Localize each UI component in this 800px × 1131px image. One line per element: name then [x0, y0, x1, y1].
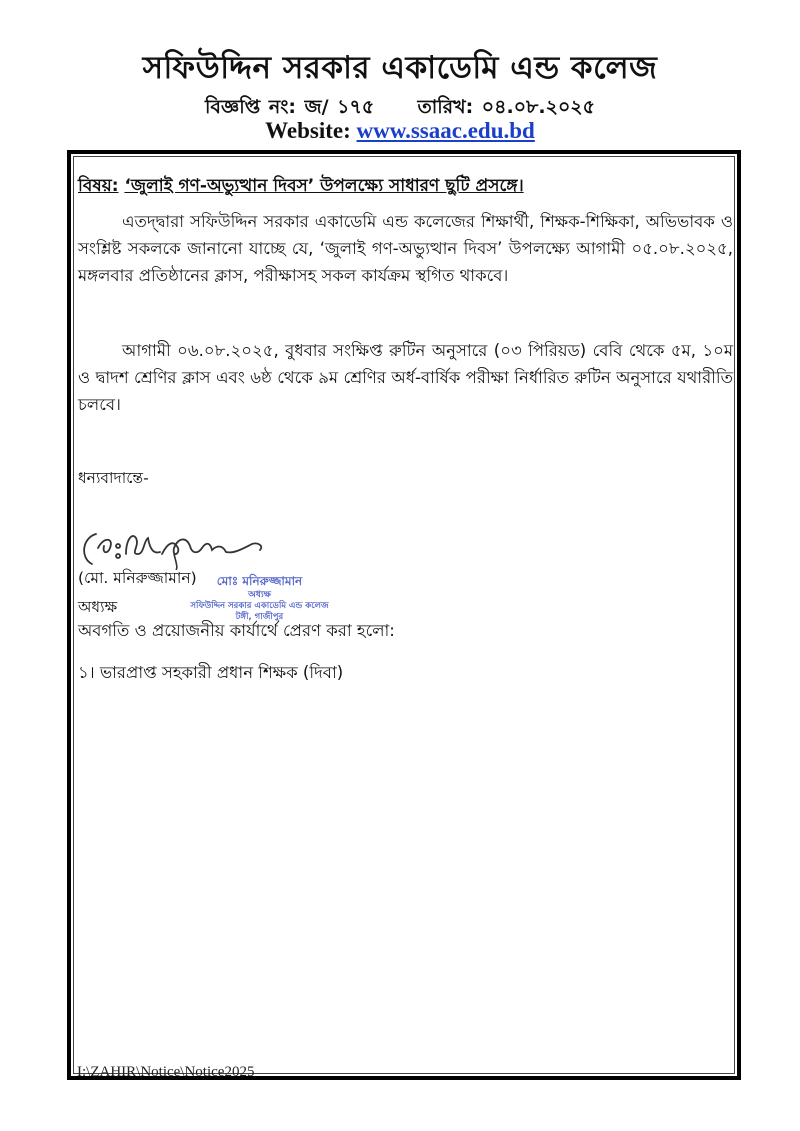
- signer-name: (মো. মনিরুজ্জামান): [78, 569, 197, 587]
- subject-label: বিষয়:: [78, 176, 119, 196]
- website-line: [0, 118, 800, 144]
- seal-institution: সফিউদ্দিন সরকার একাডেমি এন্ড কলেজ: [190, 601, 329, 611]
- institution-name: সফিউদ্দিন সরকার একাডেমি এন্ড কলেজ: [142, 50, 658, 86]
- closing-text: ধন্যবাদান্তে-: [78, 469, 149, 487]
- seal-place: টঙ্গী, গাজীপুর: [235, 612, 284, 622]
- subject-text: ‘জুলাই গণ-অভ্যুত্থান দিবস’ উপলক্ষ্যে সাধারণ ছুটি প্রসঙ্গে।: [124, 176, 524, 196]
- official-seal-stamp: [172, 574, 347, 623]
- notice-subject: [78, 173, 524, 201]
- signature-icon: [74, 524, 274, 570]
- notice-no-value: জ/ ১৭৫: [304, 96, 375, 118]
- website-link[interactable]: www.ssaac.edu.bd: [356, 118, 535, 143]
- notice-no-label: বিজ্ঞপ্তি নং:: [205, 96, 296, 118]
- seal-name: মোঃ মনিরুজ্জামান: [216, 574, 303, 588]
- forward-line: অবগতি ও প্রয়োজনীয় কার্যার্থে প্রেরণ করা হলো:: [78, 621, 395, 640]
- notice-border-frame: [67, 150, 741, 1080]
- paragraph-2-text: আগামী ০৬.০৮.২০২৫, বুধবার সংক্ষিপ্ত রুটিন অনুসারে (০৩ পিরিয়ড) বেবি থেকে ৫ম, ১০ম ও দ্বাদশ শ্রেণির ক্লাস এবং ৬ষ্ঠ থেকে ৯ম শ্রেণির অর্ধ-বার্ষিক পরীক্ষা নির্ধারিত রুটিন অনুসারে যথারীতি চলবে।: [78, 341, 733, 414]
- signer-title: অধ্যক্ষ: [78, 598, 118, 616]
- date-value: ০৪.০৮.২০২৫: [481, 96, 595, 118]
- website-label: Website:: [265, 118, 351, 143]
- file-path-footer: I:\ZAHIR\Notice\Notice2025: [77, 1064, 255, 1080]
- date-label: তারিখ:: [417, 96, 474, 118]
- paragraph-1-text: এতদ্দ্বারা সফিউদ্দিন সরকার একাডেমি এন্ড কলেজের শিক্ষার্থী, শিক্ষক-শিক্ষিকা, অভিভাবক ও সংশ্লিষ্ট সকলকে জানানো যাচ্ছে যে, ‘জুলাই গণ-অভ্যুত্থান দিবস’ উপলক্ষ্যে আগামী ০৫.০৮.২০২৫, মঙ্গলবার প্রতিষ্ঠানের ক্লাস, পরীক্ষাসহ সকল কার্যক্রম স্থগিত থাকবে।: [78, 212, 733, 285]
- notice-paragraph-1: [78, 208, 733, 289]
- recipient-item: ১। ভারপ্রাপ্ত সহকারী প্রধান শিক্ষক (দিবা): [78, 663, 344, 682]
- notice-paragraph-2: [78, 337, 733, 418]
- seal-title: অধ্যক্ষ: [248, 590, 271, 600]
